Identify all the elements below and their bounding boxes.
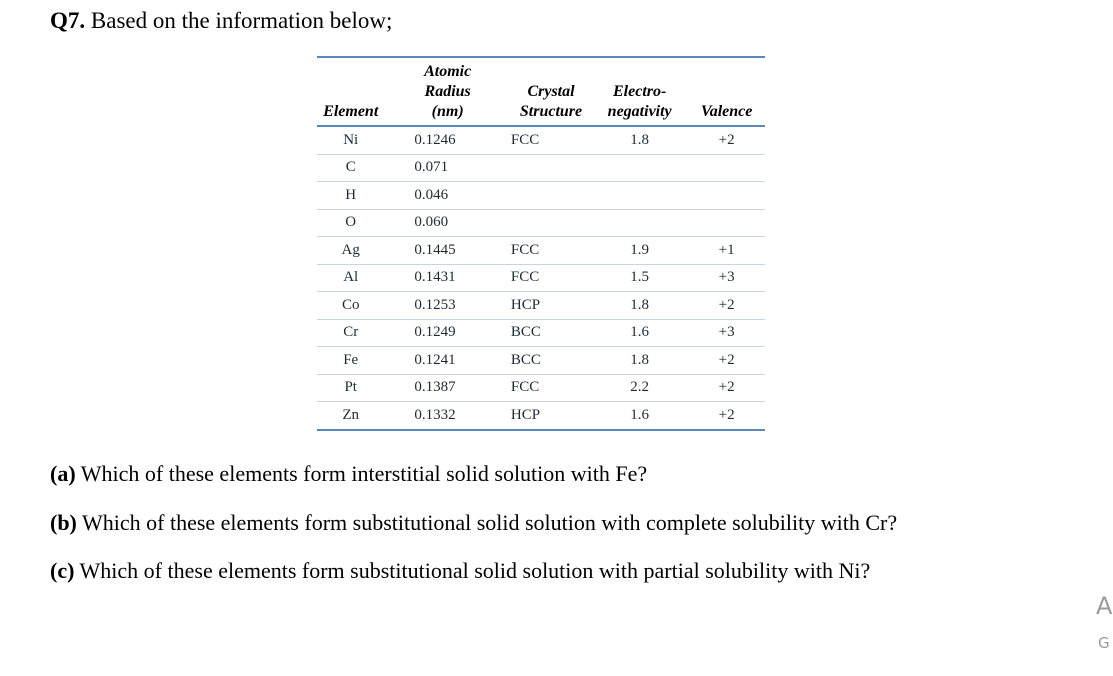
cell-element: O bbox=[317, 209, 384, 237]
cell-valence bbox=[688, 209, 765, 237]
table-body bbox=[317, 126, 765, 430]
cell-atomic-radius: 0.1246 bbox=[384, 126, 510, 154]
table-row bbox=[317, 237, 765, 265]
question-intro: Based on the information below; bbox=[90, 8, 393, 33]
cell-crystal-structure bbox=[511, 182, 591, 210]
cell-element: C bbox=[317, 154, 384, 182]
question-title bbox=[50, 8, 392, 34]
header-electronegativity-line2: negativity bbox=[607, 103, 672, 120]
cell-atomic-radius: 0.1431 bbox=[384, 264, 510, 292]
part-c-text: Which of these elements form substitutional solid solution with partial solubility with Ni? bbox=[79, 558, 871, 583]
cell-valence: +2 bbox=[688, 126, 765, 154]
header-atomic-radius bbox=[384, 57, 510, 126]
part-a-text: Which of these elements form interstitial solid solution with Fe? bbox=[80, 461, 648, 486]
part-b-label: (b) bbox=[50, 510, 77, 535]
cell-crystal-structure: FCC bbox=[511, 264, 591, 292]
table-row bbox=[317, 292, 765, 320]
part-a-question bbox=[50, 461, 647, 487]
table-row bbox=[317, 402, 765, 430]
cell-electronegativity bbox=[591, 182, 688, 210]
cell-atomic-radius: 0.1249 bbox=[384, 319, 510, 347]
cell-atomic-radius: 0.071 bbox=[384, 154, 510, 182]
cell-atomic-radius: 0.1332 bbox=[384, 402, 510, 430]
cell-electronegativity: 1.8 bbox=[591, 292, 688, 320]
cell-crystal-structure bbox=[511, 209, 591, 237]
cell-crystal-structure: HCP bbox=[511, 292, 591, 320]
part-a-label: (a) bbox=[50, 461, 76, 486]
part-c-question bbox=[50, 558, 870, 584]
cell-valence: +2 bbox=[688, 292, 765, 320]
table-row bbox=[317, 209, 765, 237]
cell-valence: +2 bbox=[688, 347, 765, 375]
header-crystal-structure-line1: Crystal bbox=[527, 83, 575, 100]
cell-valence: +2 bbox=[688, 374, 765, 402]
table-row bbox=[317, 264, 765, 292]
header-valence: Valence bbox=[688, 57, 765, 126]
element-properties-table bbox=[317, 56, 765, 431]
cell-crystal-structure: FCC bbox=[511, 237, 591, 265]
cell-crystal-structure: FCC bbox=[511, 126, 591, 154]
cell-electronegativity: 1.8 bbox=[591, 126, 688, 154]
cell-electronegativity: 1.8 bbox=[591, 347, 688, 375]
cell-electronegativity: 1.6 bbox=[591, 319, 688, 347]
cell-crystal-structure: BCC bbox=[511, 347, 591, 375]
cell-atomic-radius: 0.1253 bbox=[384, 292, 510, 320]
cell-electronegativity bbox=[591, 209, 688, 237]
cell-crystal-structure: FCC bbox=[511, 374, 591, 402]
part-b-text: Which of these elements form substitutional solid solution with complete solubility with Cr? bbox=[82, 510, 898, 535]
part-b-question bbox=[50, 510, 897, 536]
header-electronegativity bbox=[591, 57, 688, 126]
edge-glyph-upper: A bbox=[1096, 592, 1113, 620]
cell-valence bbox=[688, 154, 765, 182]
table-row bbox=[317, 126, 765, 154]
cell-valence: +3 bbox=[688, 264, 765, 292]
cell-atomic-radius: 0.046 bbox=[384, 182, 510, 210]
cell-atomic-radius: 0.1241 bbox=[384, 347, 510, 375]
table-row bbox=[317, 154, 765, 182]
header-crystal-structure-line2: Structure bbox=[519, 103, 583, 120]
part-c-label: (c) bbox=[50, 558, 75, 583]
cell-element: Al bbox=[317, 264, 384, 292]
cell-element: Pt bbox=[317, 374, 384, 402]
cell-element: Ni bbox=[317, 126, 384, 154]
header-electronegativity-line1: Electro- bbox=[613, 83, 667, 100]
table-row bbox=[317, 182, 765, 210]
table-row bbox=[317, 347, 765, 375]
cell-valence bbox=[688, 182, 765, 210]
header-atomic-radius-unit: (nm) bbox=[431, 103, 464, 120]
cell-crystal-structure bbox=[511, 154, 591, 182]
table-row bbox=[317, 319, 765, 347]
header-element: Element bbox=[317, 57, 384, 126]
edge-glyph-lower: G bbox=[1098, 634, 1110, 652]
cell-valence: +3 bbox=[688, 319, 765, 347]
cell-electronegativity: 1.6 bbox=[591, 402, 688, 430]
cell-atomic-radius: 0.1387 bbox=[384, 374, 510, 402]
question-number: Q7. bbox=[50, 8, 86, 33]
cell-electronegativity: 1.9 bbox=[591, 237, 688, 265]
table-row bbox=[317, 374, 765, 402]
header-atomic-radius-line1: Atomic bbox=[424, 63, 472, 80]
cell-crystal-structure: BCC bbox=[511, 319, 591, 347]
cell-element: H bbox=[317, 182, 384, 210]
cell-electronegativity: 2.2 bbox=[591, 374, 688, 402]
cell-element: Ag bbox=[317, 237, 384, 265]
cell-element: Zn bbox=[317, 402, 384, 430]
cell-element: Cr bbox=[317, 319, 384, 347]
cell-electronegativity: 1.5 bbox=[591, 264, 688, 292]
cell-element: Co bbox=[317, 292, 384, 320]
cell-crystal-structure: HCP bbox=[511, 402, 591, 430]
table-header-row bbox=[317, 57, 765, 126]
header-crystal-structure bbox=[511, 57, 591, 126]
header-atomic-radius-line2: Radius bbox=[424, 83, 471, 100]
cell-element: Fe bbox=[317, 347, 384, 375]
cell-electronegativity bbox=[591, 154, 688, 182]
cell-atomic-radius: 0.1445 bbox=[384, 237, 510, 265]
cell-atomic-radius: 0.060 bbox=[384, 209, 510, 237]
cell-valence: +1 bbox=[688, 237, 765, 265]
cell-valence: +2 bbox=[688, 402, 765, 430]
